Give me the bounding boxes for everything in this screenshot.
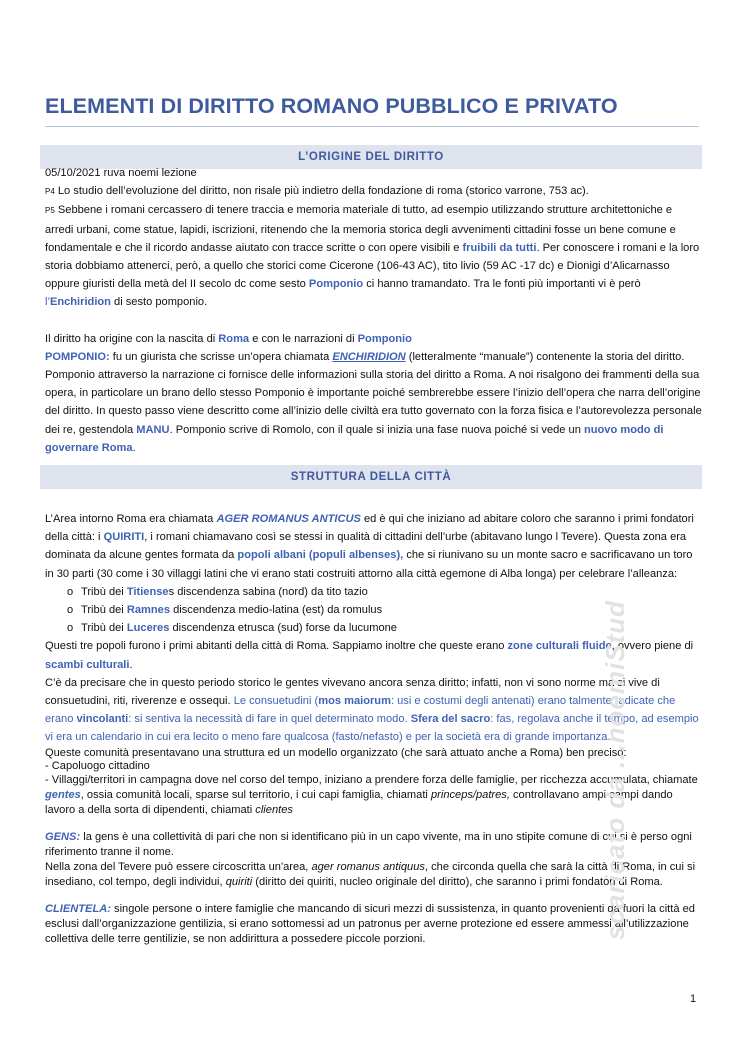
section-heading-structure: STRUTTURA DELLA CITTÀ xyxy=(40,465,702,489)
paragraph-three-peoples: Questi tre popoli furono i primi abitanti della città di Roma. Sappiamo inoltre che queste erano zone culturali fluide, ovvero piene di scambi culturali. xyxy=(45,640,694,671)
paragraph-pomponio: POMPONIO: fu un giurista che scrisse un’opera chiamata ENCHIRIDION (letteralmente “manuale”) contenente la storia del diritto. Pomponio attraverso la narrazione ci fornisce delle informazioni sulla storia del diritto a Roma. A noi risalgono dei frammenti della sua opera, in particolare un brano dello stesso Pomponio è importante poiché sembrerebbe essere l’inizio dell’opera che narra dell’origine del diritto. In questo passo viene descritto come all’inizio delle civiltà era tutto governato con la forza fisica e l’autorevolezza personale dei re, gestendola MANU. Pomponio scrive di Romolo, con il quale si inizia una fase nuova poiché si vede un nuovo modo di governare Roma. xyxy=(45,350,702,454)
paragraph-gens: GENS: la gens è una collettività di pari che non si identificano più in un capo vivente, ma in uno stipite comune di cui si è perso ogni riferimento tranne il nome. xyxy=(45,830,692,858)
list-item: o Tribù dei Luceres discendenza etrusca (sud) forse da lucumone xyxy=(67,622,397,635)
paragraph-origin: Il diritto ha origine con la nascita di Roma e con le narrazioni di Pomponio xyxy=(45,332,412,345)
list-item: o Tribù dei Titienses discendenza sabina (nord) da tito tazio xyxy=(67,585,368,598)
page-ref-tag: P4 xyxy=(45,187,55,197)
date-line: 05/10/2021 ruva noemi lezione xyxy=(45,167,197,179)
page-number: 1 xyxy=(690,993,697,1005)
paragraph-ager: L’Area intorno Roma era chiamata AGER ROMANUS ANTICUS ed è qui che iniziano ad abitare coloro che saranno i primi fondatori della città: i QUIRITI, i romani chiamavano così se stessi in qualità di cittadini dell’urbe (abitavano lungo l Tevere). Questa zona era dominata da alcune gentes formata da popoli albani (populi albenses), che si riunivano su un monte sacro e sacrificavano un toro in 30 parti (30 come i 30 villaggi latini che vi erano stati costruiti attorno alla città egemone di Alba longa) per celebrare l’alleanza: xyxy=(45,513,694,580)
paragraph-structure: Queste comunità presentavano una struttura ed un modello organizzato (che sarà attuato anche a Roma) ben preciso: xyxy=(45,746,627,759)
section-origin-body xyxy=(45,164,703,457)
page-title: ELEMENTI DI DIRITTO ROMANO PUBBLICO E PRIVATO xyxy=(45,94,618,118)
structure-item: - Capoluogo cittadino xyxy=(45,759,150,772)
section-heading-origin: L’ORIGINE DEL DIRITTO xyxy=(40,145,702,169)
paragraph-clientela: CLIENTELA: singole persone o intere famiglie che mancando di sicuri mezzi di sussistenza, in quanto provenienti da fuori la città ed esclusi dall’organizzazione gentilizia, si erano sottomessi ad un patronus per averne protezione ed essere ammessi all’utilizzazione collettiva delle terre gentilizie, se non addirittura a possedere piccole porzioni. xyxy=(45,902,695,945)
paragraph-tevere: Nella zona del Tevere può essere circoscritta un'area, ager romanus antiquus, che circonda quella che sarà la città di Roma, in cui si insediano, col tempo, degli individui, quiriti (diritto dei quiriti, nucleo originale del diritto), che saranno i primi fondatori di Roma. xyxy=(45,860,696,888)
page-ref-tag: P5 xyxy=(45,206,55,216)
watermark: scaricato da ...noemiStud xyxy=(600,600,630,940)
title-divider xyxy=(45,126,699,127)
paragraph-gentes: C’è da precisare che in questo periodo storico le gentes vivevano ancora senza diritto; infatti, non vi sono norme ma si vive di consuetudini, riti, riverenze e ossequi. Le consuetudini (mos maiorum: usi e costumi degli antenati) erano talmente radicate che erano vincolanti: si sentiva la necessità di fare in quel determinato modo. Sfera del sacro: fas, regolava anche il tempo, ad esempio vi era un calendario in cui era lecito o meno fare qualcosa (fasto/nefasto) e per la società era di grande importanza. xyxy=(45,676,699,744)
paragraph-p4: P4 Lo studio dell’evoluzione del diritto, non risale più indietro della fondazione di roma (storico varrone, 753 ac). xyxy=(45,185,589,198)
paragraph-p5: P5 Sebbene i romani cercassero di tenere traccia e memoria materiale di tutto, ad esempio utilizzando strutture architettoniche e arredi urbani, come statue, lapidi, iscrizioni, ritenendo che la memoria storica degli avvenimenti cittadini fosse un bene comune e fondamentale e che il ricordo andasse aiutato con tracce scritte o con opere visibili e fruibili da tutti. Per conoscere i romani e la loro storia dobbiamo attenerci, però, a quello che storici come Cicerone (106-43 AC), tito livio (59 AC -17 dc) e Dionigi d’Alicarnasso oppure giuristi della metà del II secolo dc come sesto Pomponio ci hanno tramandato. Tra le fonti più importanti vi è però l’Enchiridion di sesto pomponio. xyxy=(45,204,700,309)
list-item: o Tribù dei Ramnes discendenza medio-latina (est) da romulus xyxy=(67,604,383,617)
structure-item: - Villaggi/territori in campagna dove nel corso del tempo, iniziano a prendere forza delle famiglie, per ricchezza accumulata, chiamate gentes, ossia comunità locali, sparse sul territorio, i cui capi famiglia, chiamati princeps/patres, controllavano ampi campi dando lavoro a della sorta di dipendenti, chiamati clientes xyxy=(45,773,698,816)
